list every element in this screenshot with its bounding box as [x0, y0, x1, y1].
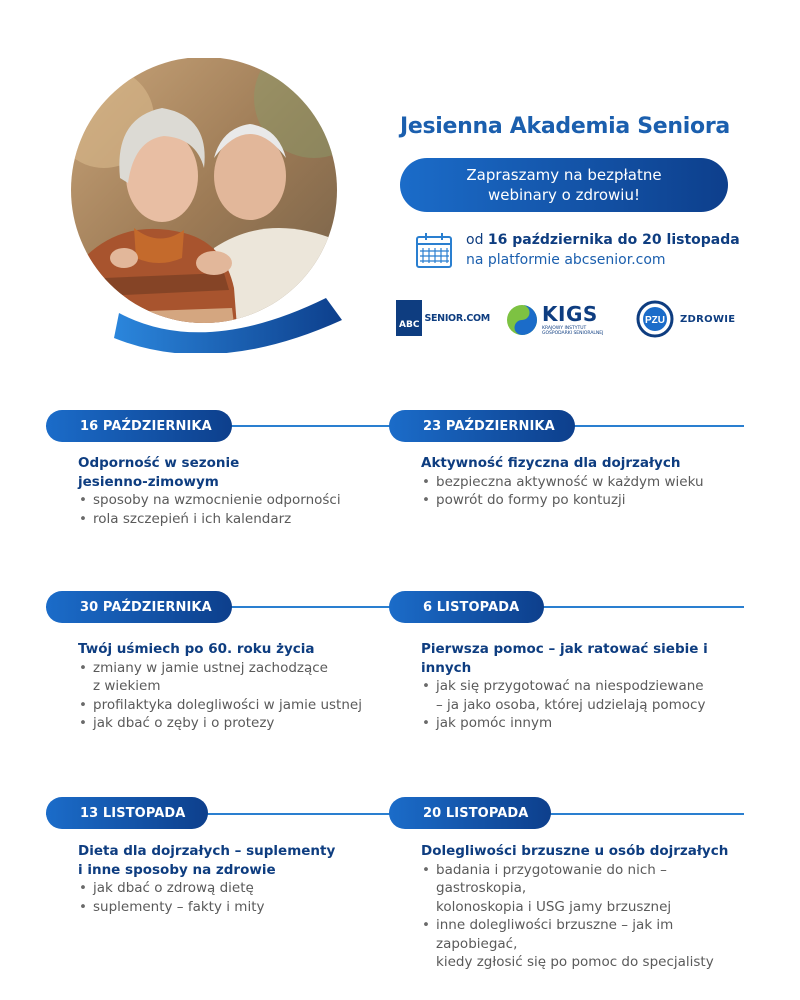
list-item: • badania i przygotowanie do nich – gastroskopia, kolonoskopia i USG jamy brzusznej: [421, 861, 751, 917]
svg-text:PZU: PZU: [645, 315, 665, 326]
partner-logos: [396, 298, 736, 342]
list-item: • jak pomóc innym: [421, 714, 751, 733]
pzu-mark-icon: [636, 300, 674, 338]
list-item: • sposoby na wzmocnienie odporności: [78, 491, 408, 510]
date-tag: 23 PAŹDZIERNIKA: [389, 410, 575, 442]
list-item: • suplementy – fakty i mity: [78, 898, 408, 917]
abcsenior-logo: ABC SENIOR.COM: [396, 300, 490, 336]
session-title: Twój uśmiech po 60. roku życia: [78, 641, 315, 657]
list-item: • bezpieczna aktywność w każdym wieku: [421, 473, 751, 492]
list-item: • jak dbać o zdrową dietę: [78, 879, 408, 898]
session-card: [78, 842, 408, 916]
session-title: Aktywność fizyczna dla dojrzałych: [421, 455, 681, 471]
kigs-mark-icon: [506, 304, 538, 336]
session-title: Odporność w sezonie jesienno-zimowym: [78, 455, 240, 490]
list-item: • inne dolegliwości brzuszne – jak im zapobiegać, kiedy zgłosić się po pomoc do specjalisty: [421, 916, 751, 972]
session-card: [78, 454, 408, 528]
date-tag: 13 LISTOPADA: [46, 797, 208, 829]
page-title: Jesienna Akademia Seniora: [400, 114, 730, 139]
session-card: [78, 640, 408, 733]
date-tag: 20 LISTOPADA: [389, 797, 551, 829]
list-item: • rola szczepień i ich kalendarz: [78, 510, 408, 529]
list-item: • jak dbać o zęby i o protezy: [78, 714, 408, 733]
list-item: • jak się przygotować na niespodziewane – ja jako osoba, której udzielają pomocy: [421, 677, 751, 714]
hero-photo: [64, 58, 354, 353]
calendar-icon: [414, 230, 454, 270]
date-tag: 16 PAŹDZIERNIKA: [46, 410, 232, 442]
session-title: Dieta dla dojrzałych – suplementy i inne sposoby na zdrowie: [78, 843, 336, 878]
session-card: [421, 842, 751, 972]
dates-line: od 16 października do 20 listopada: [466, 232, 740, 248]
kigs-logo: KIGS KRAJOWY INSTYTUT GOSPODARKI SENIORALNEJ: [506, 302, 606, 338]
session-card: [421, 640, 751, 733]
session-title: Pierwsza pomoc – jak ratować siebie i innych: [421, 641, 708, 676]
dates-info: [414, 230, 744, 270]
list-item: • zmiany w jamie ustnej zachodzące z wiekiem: [78, 659, 408, 696]
session-card: [421, 454, 751, 510]
date-tag: 30 PAŹDZIERNIKA: [46, 591, 232, 623]
list-item: • profilaktyka dolegliwości w jamie ustnej: [78, 696, 408, 715]
platform-line: na platformie abcsenior.com: [466, 252, 666, 268]
list-item: • powrót do formy po kontuzji: [421, 491, 751, 510]
pzu-zdrowie-logo: PZU ZDROWIE: [636, 300, 736, 340]
dates-range: 16 października do 20 listopada: [487, 232, 740, 248]
date-tag: 6 LISTOPADA: [389, 591, 544, 623]
invite-banner: Zapraszamy na bezpłatne webinary o zdrowiu!: [400, 158, 728, 212]
session-title: Dolegliwości brzuszne u osób dojrzałych: [421, 843, 729, 859]
